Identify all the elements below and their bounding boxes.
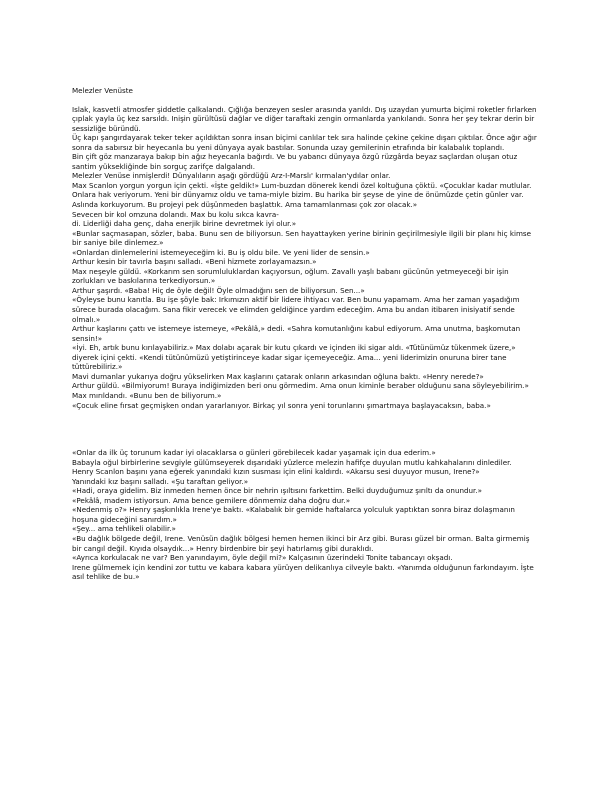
paragraph: «Hadi, oraya gidelim. Biz inmeden hemen önce bir nehrin ışıltısını farkettim. Belki duyduğumuz şırıltı da onundur.» [72,486,482,496]
section-1 [72,105,538,411]
paragraph: Sevecen bir kol omzuna dolandı. Max bu kolu sıkca kavra- [72,209,279,219]
paragraph: Henry Scanlon başını yana eğerek yanındaki kızın susması için elini kaldırdı. «Akarsu sesi duyuyor musun, Irene?» [72,467,480,477]
paragraph: «Çocuk eline fırsat geçmişken ondan yararlanıyor. Birkaç yıl sonra yeni torunlarını şımartmaya başlayacaksın, baba.» [72,400,491,410]
paragraph: «Onlardan dinlemelerini istemeyeceğim ki. Bu iş oldu bile. Ve yeni lider de sensin.» [72,247,370,257]
paragraph: Max neşeyle güldü. «Korkarım sen sorumluluklardan kaçıyorsun, oğlum. Zavallı yaşlı babanı gücünün yetmeyeceği bir işin zorlukları ve baskılarına terkediyorsun.» [72,266,509,286]
paragraph: Max Scanlon yorgun yorgun için çekti. «İşte geldik!» Lum-buzdan dönerek kendi özel koltuğuna çöktü. «Çocuklar kadar mutlular. Onlara hak veriyorum. Yeni bir dünyamız oldu ve tama-miyle bizim. Bu harika bir şeyse de yine de önümüzde çetin günler var. Aslında korkuyorum. Bu projeyi pek düşünmeden başlattık. Ama tamamlanması çok zor olacak.» [72,180,532,210]
paragraph: Arthur kesin bir tavırla başını salladı. «Beni hizmete zorlayamazsın.» [72,257,317,267]
paragraph: Melezler Venüse inmişlerdi! Dünyalıların aşağı gördüğü Arz-I-Marslı' kırmalan'ydılar onlar. [72,171,391,181]
document-page [72,86,538,582]
paragraph: Arthur kaşlarını çattı ve istemeye istemeye, «Pekâlâ,» dedi. «Sahra komutanlığını kabul ediyorum. Ama unutma, başkomutan sensin!» [72,324,521,343]
paragraph: Arthur şaşırdı. «Baba! Hiç de öyle değil! Öyle olmadığını sen de biliyorsun. Sen...» [72,285,365,295]
paragraph: di. Liderliği daha genç, daha enerjik birine devretmek iyi olur.» [72,219,297,229]
paragraph: Yanındaki kız başını salladı. «Şu taraftan geliyor.» [72,476,249,486]
paragraph: Islak, kasvetli atmosfer şiddetle çalkalandı. Çığlığa benzeyen sesler arasında yarıldı. Dış uzaydan yumurta biçimi roketler fırlarken çıplak yayla üç kez sarsıldı. Inişin gürültüsü dağlar ve diğer taraftaki zengin ormanlarda yankılandı. Sonra her şey tekrar derin bir sessizliğe büründü. [72,104,537,133]
paragraph: Arthur güldü. «Bilmiyorum! Buraya indiğimizden beri onu görmedim. Ama onun kiminle beraber olduğunu sana söyleyebilirim.» [72,381,529,391]
paragraph: Üç kapı şangırdayarak teker teker açıldıktan sonra insan biçimi canlılar tek sıra halinde çekine çekine dışarı çıktılar. Önce ağır ağır sonra da sabırsız bir heyecanla bu yeni dünyaya ayak bastılar. Sonunda uzay gemilerinin etrafında bir kalabalık toplandı. [72,133,537,152]
paragraph: Babayla oğul birbirlerine sevgiyle gülümseyerek dışarıdaki yüzlerce melezin hafifçe duyulan mutlu kahkahalarını dinlediler. [72,457,512,467]
paragraph: «Öyleyse bunu kanıtla. Bu işe şöyle bak: Irkımızın aktif bir lidere ihtiyacı var. Ben bunu yapamam. Ama her zaman yaşadığım sürece burada olacağım. Sana fikir verecek ve elimden geldiğince yardım edeceğim. Ama bu andan itibaren inisiyatif sende olmalı.» [72,295,520,324]
paragraph: «İyi. Eh, artık bunu kırılayabiliriz.» Max dolabı açarak bir kutu çıkardı ve içinden iki sigar aldı. «Tütünümüz tükenmek üzere,» diyerek içini çekti. «Kendi tütünümüzü yetiştirinceye kadar sigar içemeyeceğiz. Ama... yeni liderimizin onuruna birer tane tüttürebiliriz.» [72,343,516,372]
paragraph: Max mırıldandı. «Bunu ben de biliyorum.» [72,390,222,400]
section-2 [72,448,538,582]
paragraph: «Bunlar saçmasapan, sözler, baba. Bunu sen de biliyorsun. Sen hayattayken yerine birinin geçirilmesiyle ilgili bir planı hiç kimse bir saniye bile dinlemez.» [72,228,532,248]
paragraph: «Bu dağlık bölgede değil, Irene. Venüsün dağlık bölgesi hemen hemen ikinci bir Arz gibi. Burası güzel bir orman. Balta girmemiş bir cangıl değil. Kıyıda olsaydık...» Henry birdenbire bir şeyi hatırlamış gibi duraklıdı. [72,533,530,553]
paragraph: «Pekâlâ, madem istiyorsun. Ama bence gemilere dönmemiz daha doğru dur.» [72,495,351,505]
paragraph: «Şey... ama tehlikeli olabilir.» [72,524,176,534]
paragraph: «Ayrıca korkulacak ne var? Ben yanındayım, öyle değil mi?» Kalçasının üzerindeki Tonite tabancayı okşadı. [72,553,453,563]
document-title: Melezler Venüste [72,86,133,95]
paragraph: Irene gülmemek için kendini zor tuttu ve kabara kabara yürüyen delikanlıya cilveyle baktı. «Yanımda olduğunun farkındayım. İşte asıl tehlike de bu.» [72,562,534,582]
section-break [72,410,538,448]
paragraph: Mavi dumanlar yukarıya doğru yükselirken Max kaşlarını çatarak onların arkasından oğluna baktı. «Henry nerede?» [72,371,484,381]
paragraph: «Onlar da ilk üç torunum kadar iyi olacaklarsa o günleri görebilecek kadar yaşamak için dua ederim.» [72,448,436,458]
paragraph: «Nedenmiş o?» Henry şaşkınlıkla Irene'ye baktı. «Kalabalık bir gemide haftalarca yolculuk yaptıktan sonra biraz dolaşmanın hoşuna gideceğini sanırdım.» [72,505,515,524]
paragraph: Bin çift göz manzaraya bakıp bin ağız heyecanla bağırdı. Ve bu yabancı dünyaya özgü rüzgârda beyaz saçlardan oluşan otuz santim yüksekliğinde bin sorguç zarifçe dalgalandı. [72,152,518,171]
